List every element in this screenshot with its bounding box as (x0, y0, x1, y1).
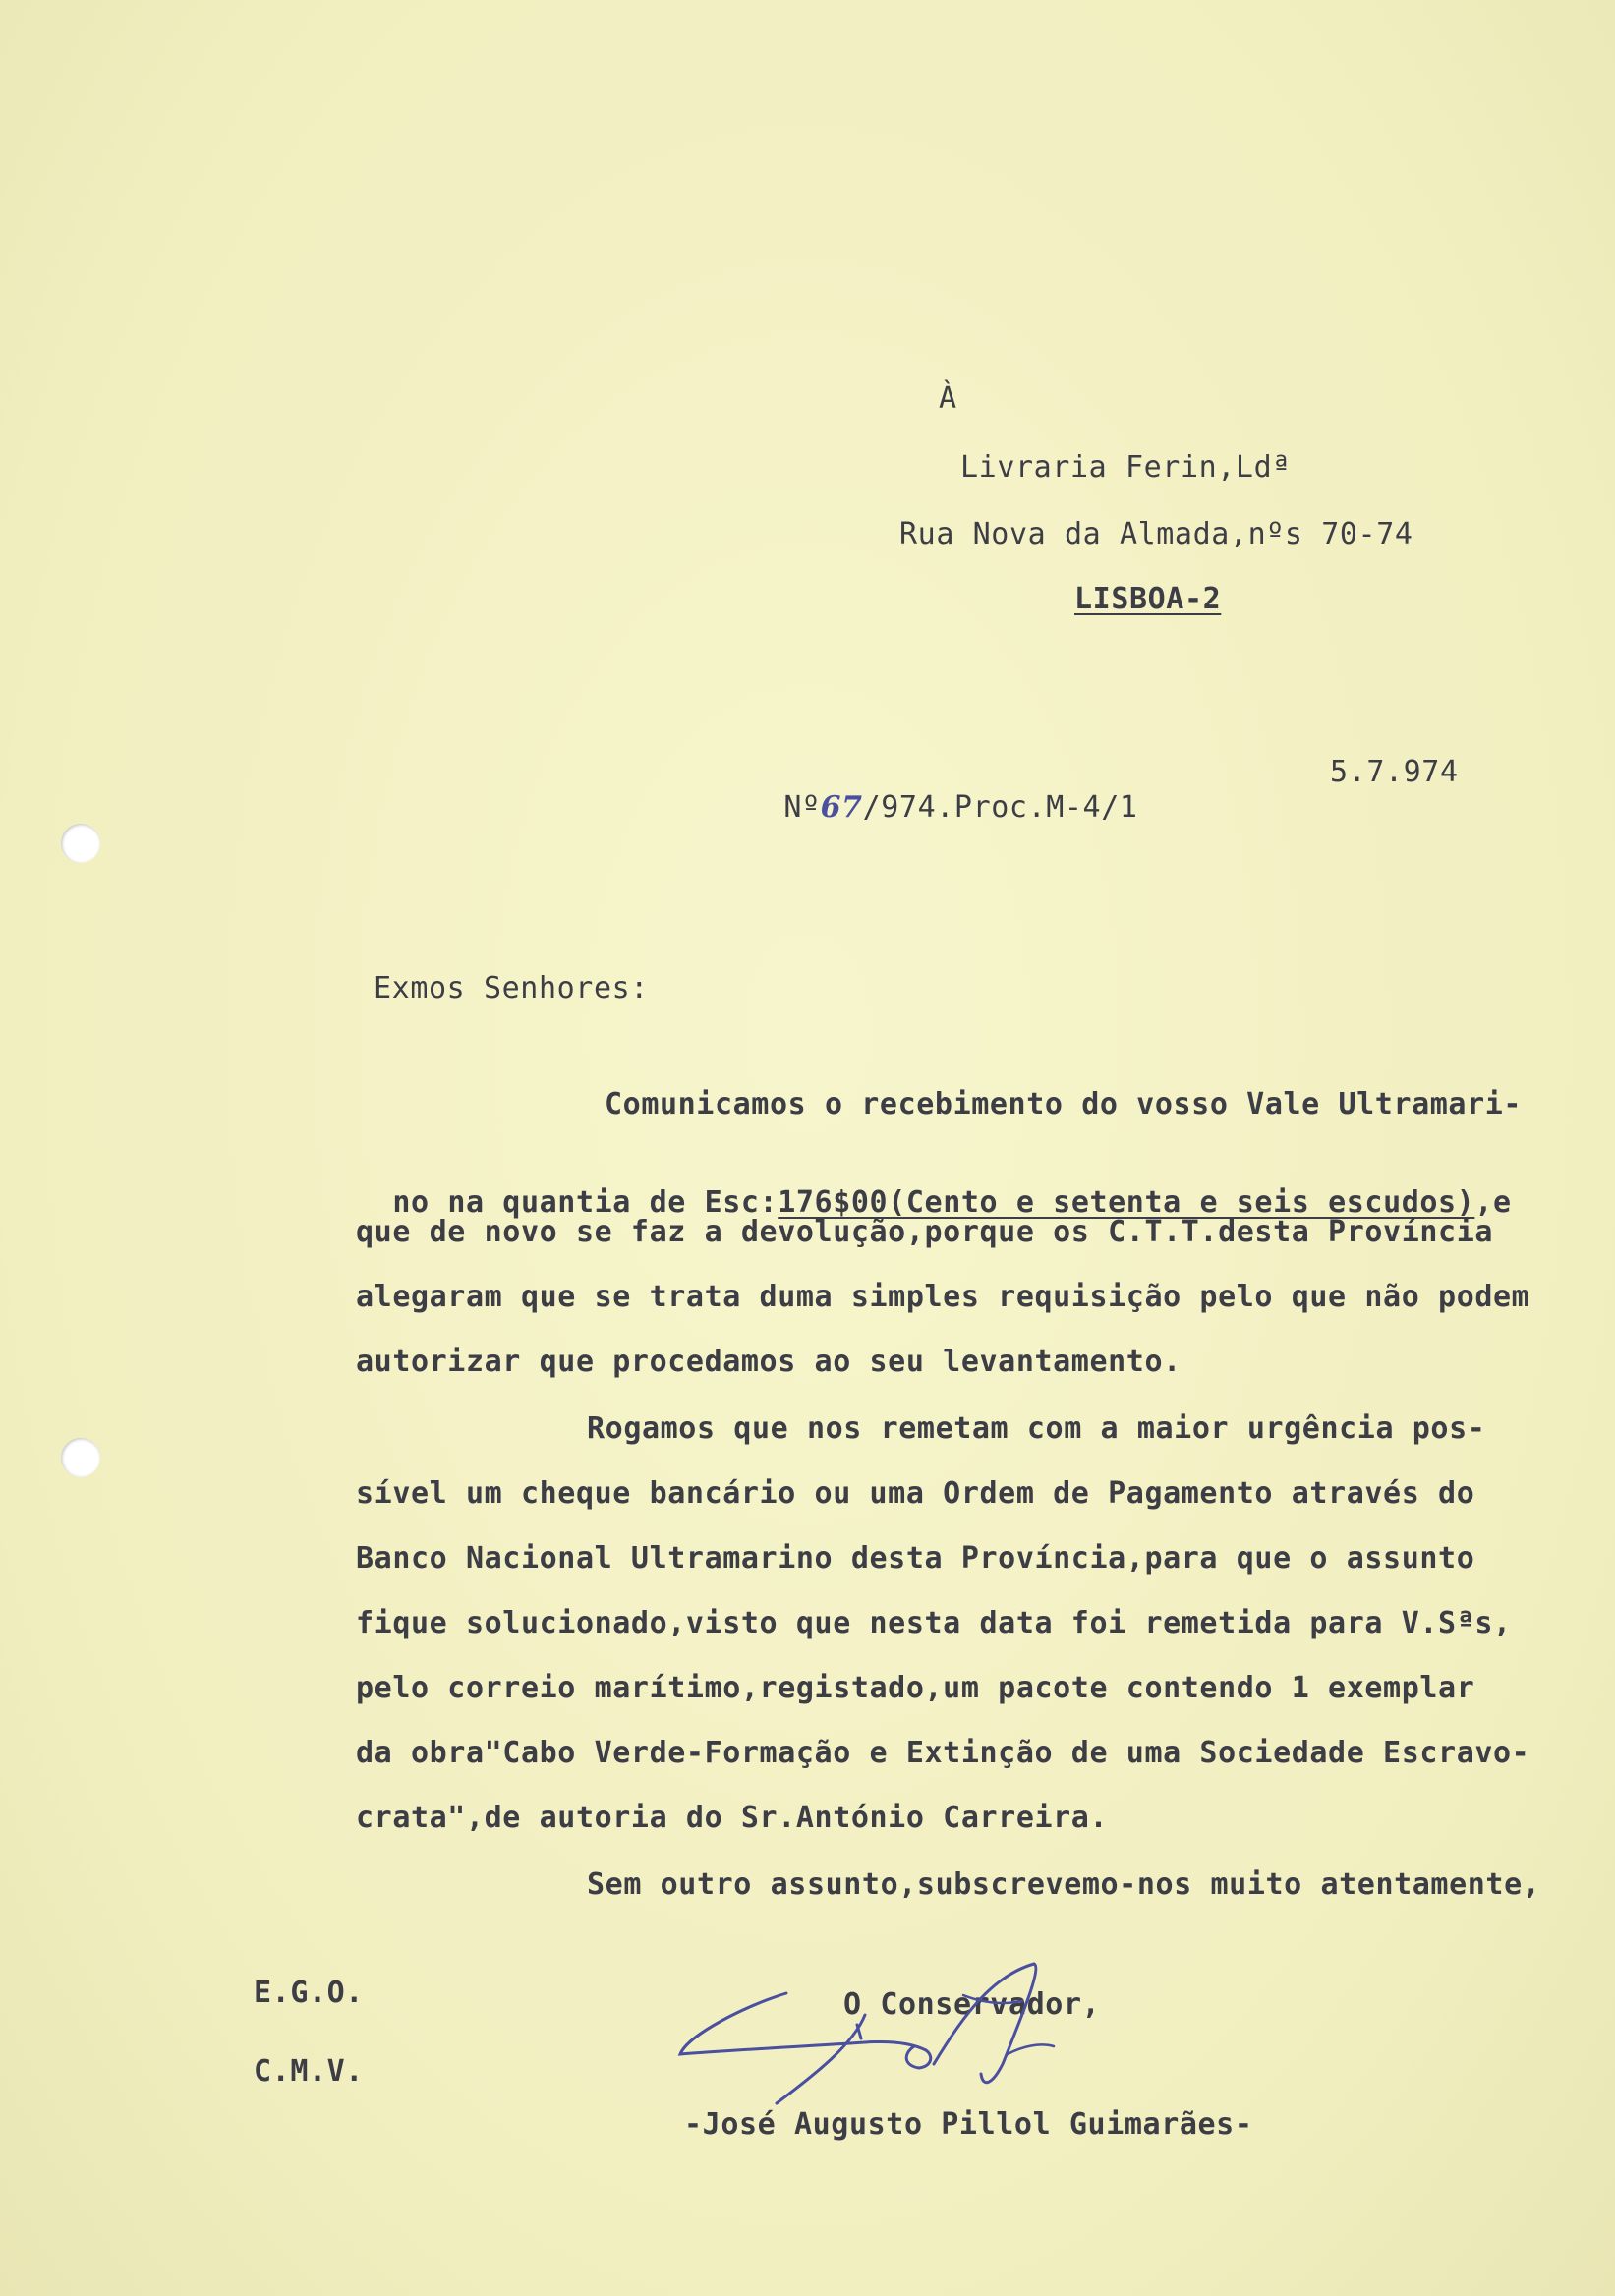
body-p1-line2 (356, 1150, 1512, 1221)
body-p2-line2: sível um cheque bancário ou uma Ordem de Pagamento através do (356, 1476, 1475, 1511)
punch-hole-top (61, 824, 100, 863)
body-p1-line3: que de novo se faz a devolução,porque os C.T.T.desta Província (356, 1215, 1494, 1249)
recipient-prefix: À (939, 381, 957, 416)
recipient-city: LISBOA-2 (1074, 582, 1222, 616)
reference-date: 5.7.974 (1330, 755, 1459, 789)
punch-hole-bottom (61, 1438, 100, 1477)
body-p2-line7: crata",de autoria do Sr.António Carreira. (356, 1801, 1109, 1835)
body-p2-line4: fique solucionado,visto que nesta data foi remetida para V.Sªs, (356, 1606, 1512, 1640)
initials-line2: C.M.V. (254, 2054, 364, 2089)
body-p1-line1: Comunicamos o recebimento do vosso Vale Ultramari- (605, 1087, 1523, 1121)
body-amount: 176$00(Cento e setenta e seis escudos) (778, 1185, 1475, 1220)
body-p1-line5: autorizar que procedamos ao seu levantamento. (356, 1345, 1182, 1379)
body-p2-line1: Rogamos que nos remetam com a maior urgência pos- (587, 1411, 1486, 1446)
body-p1-line4: alegaram que se trata duma simples requisição pelo que não podem (356, 1280, 1530, 1314)
body-p1-line2-c: ,e (1474, 1185, 1512, 1220)
salutation: Exmos Senhores: (374, 971, 649, 1005)
body-p2-line6: da obra"Cabo Verde-Formação e Extinção de uma Sociedade Escravo- (356, 1736, 1530, 1770)
body-p2-line5: pelo correio marítimo,registado,um pacote contendo 1 exemplar (356, 1671, 1475, 1705)
initials-line1: E.G.O. (254, 1976, 364, 2010)
recipient-street: Rua Nova da Almada,nºs 70-74 (899, 517, 1413, 551)
signature-title: O Conservador, (843, 1987, 1101, 2022)
signature-name: -José Augusto Pillol Guimarães- (684, 2107, 1253, 2142)
body-p2-line3: Banco Nacional Ultramarino desta Província,para que o assunto (356, 1541, 1475, 1576)
handwritten-signature (668, 1956, 1121, 2113)
reference-num-suffix: /974.Proc.M-4/1 (862, 790, 1138, 825)
reference-num-handwritten: 67 (820, 790, 863, 825)
reference-number (747, 755, 1138, 826)
reference-num-prefix: Nº (783, 790, 821, 825)
closing-line: Sem outro assunto,subscrevemo-nos muito atentamente, (587, 1867, 1541, 1902)
recipient-name: Livraria Ferin,Ldª (960, 450, 1291, 485)
body-p1-line2-a: no na quantia de Esc: (392, 1185, 779, 1220)
